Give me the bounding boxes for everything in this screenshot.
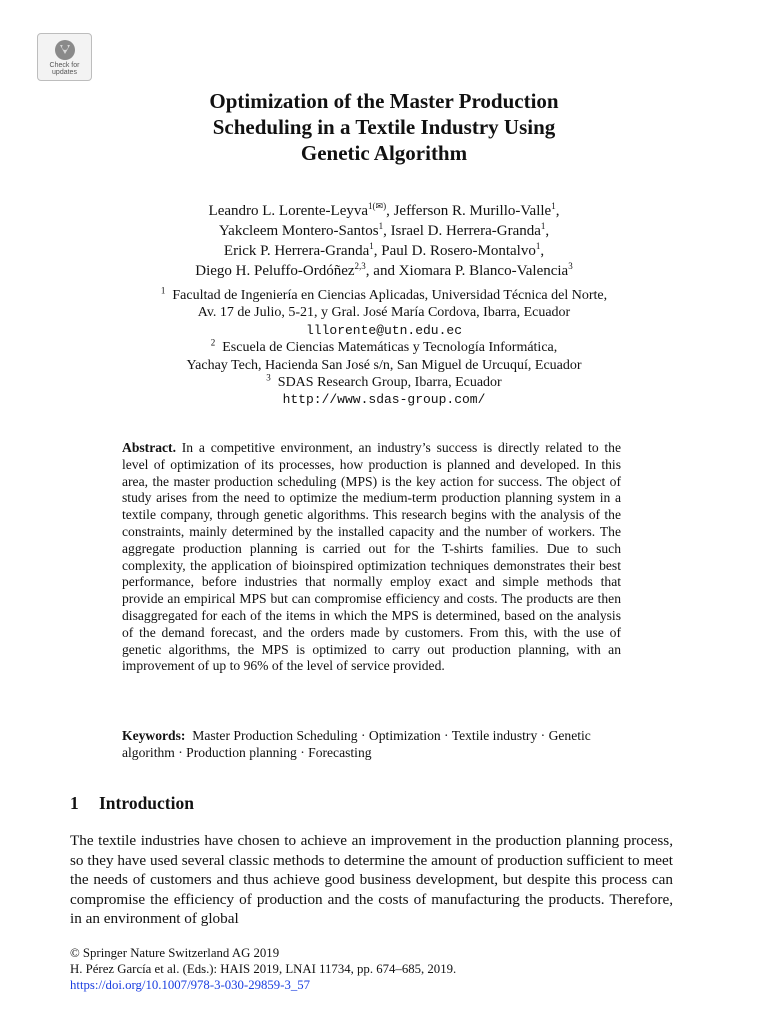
page-footer bbox=[70, 945, 690, 993]
keywords-label: Keywords: bbox=[122, 728, 186, 743]
keywords-text: Master Production Scheduling · Optimization · Textile industry · Genetic algorithm · Production planning · Forecasting bbox=[122, 728, 591, 760]
author-affil-mark: 2,3 bbox=[354, 261, 366, 271]
author-list bbox=[0, 201, 768, 281]
title-line-2: Scheduling in a Textile Industry Using bbox=[212, 115, 556, 139]
affiliation-text: Facultad de Ingeniería en Ciencias Aplicadas, Universidad Técnica del Norte, bbox=[172, 288, 608, 303]
author-affil-mark: 1 bbox=[540, 221, 546, 231]
section-number: 1 bbox=[70, 793, 79, 813]
section-title: Introduction bbox=[99, 793, 194, 813]
title-line-1: Optimization of the Master Production bbox=[209, 89, 559, 113]
author-name[interactable]: , Paul D. Rosero-Montalvo bbox=[373, 243, 536, 259]
affiliation-line bbox=[0, 339, 768, 356]
copyright-notice: © Springer Nature Switzerland AG 2019 bbox=[70, 946, 280, 960]
abstract bbox=[122, 440, 621, 675]
separator: , bbox=[540, 243, 545, 259]
separator: , bbox=[555, 203, 560, 219]
paper-title bbox=[0, 88, 768, 166]
introduction-paragraph: The textile industries have chosen to achieve an improvement in the production planning process, so they have used several classic methods to determine the amount of production sufficient to meet the needs of customers and thus achieve good business development, but despite this process can compromise the efficiency of production and the costs of manufacturing the products. Therefore, in an environment of global bbox=[70, 832, 673, 928]
affil-mark: 2 bbox=[210, 337, 216, 348]
author-email-link[interactable]: lllorente@utn.edu.ec bbox=[305, 322, 463, 338]
author-line-1 bbox=[0, 201, 768, 221]
author-affil-mark: 1(✉) bbox=[368, 201, 387, 211]
affiliation-line: Yachay Tech, Hacienda San José s/n, San Miguel de Urcuquí, Ecuador bbox=[186, 357, 582, 373]
author-affil-mark: 3 bbox=[568, 261, 573, 271]
author-name[interactable]: Leandro L. Lorente-Leyva bbox=[208, 203, 369, 219]
doi-link[interactable]: https://doi.org/10.1007/978-3-030-29859-3_57 bbox=[70, 978, 311, 992]
check-for-updates-badge[interactable] bbox=[37, 33, 92, 81]
affiliation-text: Escuela de Ciencias Matemáticas y Tecnología Informática, bbox=[222, 340, 558, 356]
affiliation-line bbox=[0, 287, 768, 304]
affil-mark: 1 bbox=[160, 285, 166, 296]
author-line-4 bbox=[0, 261, 768, 281]
author-name[interactable]: , and Xiomara P. Blanco-Valencia bbox=[365, 263, 569, 279]
author-affil-mark: 1 bbox=[535, 241, 541, 251]
author-name[interactable]: Erick P. Herrera-Granda bbox=[223, 243, 370, 259]
author-name[interactable]: Yakcleem Montero-Santos bbox=[218, 223, 379, 239]
separator: , bbox=[545, 223, 550, 239]
affiliation-text: SDAS Research Group, Ibarra, Ecuador bbox=[277, 375, 502, 391]
author-name[interactable]: , Israel D. Herrera-Granda bbox=[383, 223, 541, 239]
title-line-3: Genetic Algorithm bbox=[300, 141, 468, 165]
keywords bbox=[122, 727, 621, 761]
abstract-text: In a competitive environment, an industry’s success is directly related to the level of optimization of its processes, how production is planned and developed. In this area, the master production scheduling (MPS) is the key action for success. The object of study arises from the need to optimize the medium-term production planning system in a textile company, through genetic algorithms. This research begins with the analysis of the constraints, mainly determined by the installed capacity and the number of workers. The aggregate production planning is carried out for the T-shirts families. Due to such complexity, the application of bioinspired optimization techniques demonstrates their best performance, before industries that normally employ exact and simple methods that provide an empirical MPS but can compromise efficiency and costs. The products are then disaggregated for each of the items in which the MPS is determined, based on the analysis of the demand forecast, and the orders made by customers. From this, with the use of genetic algorithms, the MPS is optimized to carry out production planning, with an improvement of up to 96% of the level of service provided. bbox=[122, 440, 622, 674]
badge-text-line-1: Check for bbox=[49, 62, 80, 69]
affiliation-line: Av. 17 de Julio, 5-21, y Gral. José María Cordova, Ibarra, Ecuador bbox=[197, 305, 571, 321]
check-for-updates-icon bbox=[53, 38, 77, 62]
affiliation-line bbox=[0, 374, 768, 391]
affil-mark: 3 bbox=[266, 372, 271, 383]
author-affil-mark: 1 bbox=[369, 241, 374, 251]
author-name[interactable]: , Jefferson R. Murillo-Valle bbox=[386, 203, 552, 219]
citation-line: H. Pérez García et al. (Eds.): HAIS 2019, LNAI 11734, pp. 674–685, 2019. bbox=[70, 962, 457, 976]
abstract-label: Abstract. bbox=[122, 440, 176, 455]
author-line-2 bbox=[0, 221, 768, 241]
author-affil-mark: 1 bbox=[378, 221, 384, 231]
affiliations bbox=[0, 287, 768, 409]
section-heading bbox=[70, 792, 194, 814]
group-url-link[interactable]: http://www.sdas-group.com/ bbox=[282, 392, 486, 408]
author-name[interactable]: Diego H. Peluffo-Ordóñez bbox=[195, 263, 355, 279]
author-line-3 bbox=[0, 241, 768, 261]
author-affil-mark: 1 bbox=[551, 201, 556, 211]
badge-text-line-2: updates bbox=[52, 69, 77, 76]
